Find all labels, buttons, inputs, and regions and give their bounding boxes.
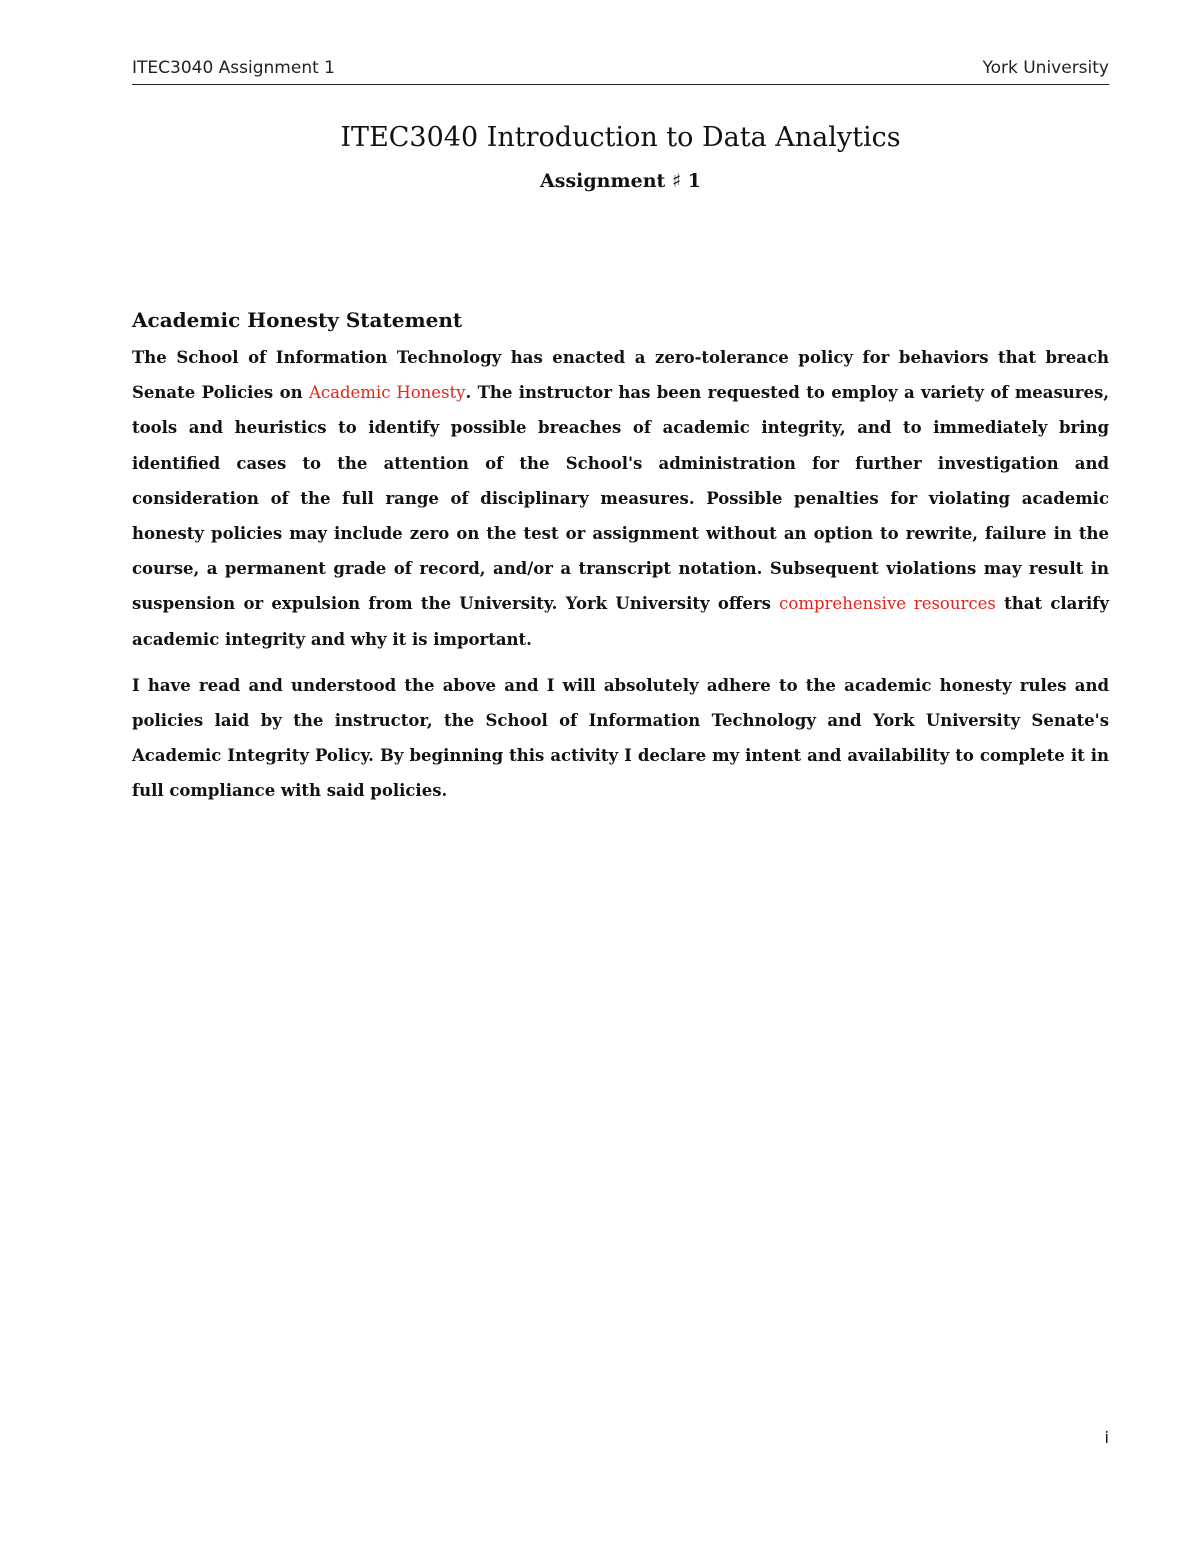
comprehensive-resources-link[interactable]: comprehensive resources: [779, 594, 996, 614]
academic-honesty-link[interactable]: Academic Honesty: [308, 383, 466, 403]
academic-honesty-section: [132, 308, 1109, 809]
policy-paragraph: [132, 340, 1109, 657]
document-subtitle: Assignment ♯ 1: [540, 170, 701, 192]
header-university: York University: [982, 58, 1109, 78]
section-heading: Academic Honesty Statement: [132, 308, 463, 332]
document-title: ITEC3040 Introduction to Data Analytics: [340, 122, 901, 153]
header-course: ITEC3040 Assignment 1: [132, 58, 335, 78]
policy-text-part-2: . The instructor has been requested to employ a variety of measures, tools and heuristics to identify possible breaches of academic integrity, and to immediately bring identified cases to the attention of the School's administration for further investigation and consideration of the full range of disciplinary measures. Possible penalties for violating academic honesty policies may include zero on the test or assignment without an option to rewrite, failure in the course, a permanent grade of record, and/or a transcript notation. Subsequent violations may result in suspension or expulsion from the University. York University offers: [132, 383, 1109, 614]
policy-text-part-1: The School of Information Technology has enacted a zero-tolerance policy for behaviors that breach Senate Policies on: [132, 348, 1109, 403]
running-header: [132, 58, 1109, 85]
page-number: i: [1104, 1428, 1109, 1447]
declaration-paragraph: I have read and understood the above and I will absolutely adhere to the academic honesty rules and policies laid by the instructor, the School of Information Technology and York University Senate's Academic Integrity Policy. By beginning this activity I declare my intent and availability to complete it in full compliance with said policies.: [132, 675, 1109, 801]
policy-text-part-3: that clarify academic integrity and why it is important.: [132, 594, 1109, 649]
